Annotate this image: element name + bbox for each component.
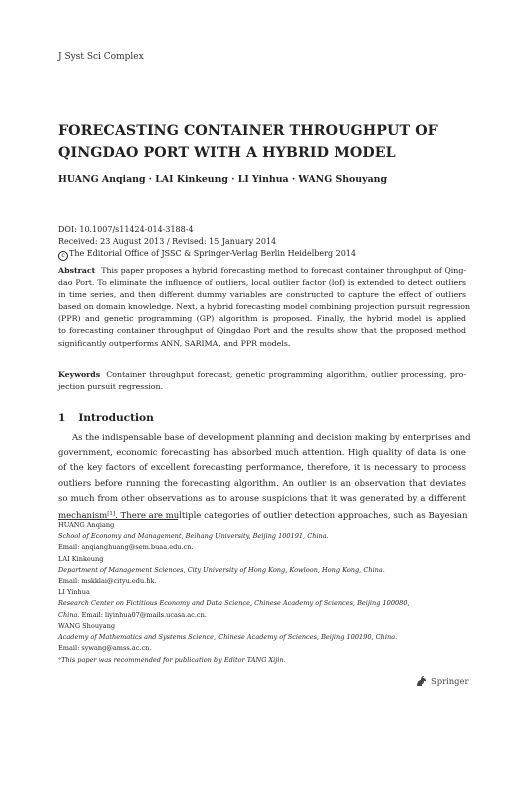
author-list: HUANG Anqiang · LAI Kinkeung · LI Yinhua · WANG Shouyang bbox=[58, 174, 388, 185]
running-header: J Syst Sci Complex bbox=[58, 52, 144, 62]
author-name: WANG Shouyang bbox=[58, 621, 116, 630]
section-title: Introduction bbox=[78, 412, 154, 424]
section-body bbox=[58, 431, 471, 524]
author-affiliation: Academy of Mathematics and Systems Science, Chinese Academy of Sciences, Beijing 100190, China. bbox=[58, 633, 398, 642]
abstract-line: in time series, and then different dummy variables are constructed to capture the effect of outliers bbox=[58, 290, 466, 300]
author-affiliation-cont: China. Email: liyinhua07@mails.ucasa.ac.cn. bbox=[58, 610, 207, 619]
recommendation-note: ⋄This paper was recommended for publication by Editor TANG Xijin. bbox=[58, 656, 286, 665]
article-meta bbox=[58, 224, 356, 261]
abstract-label: Abstract bbox=[58, 266, 96, 275]
received-dates: Received: 23 August 2013 / Revised: 15 January 2014 bbox=[58, 237, 277, 247]
abstract-line: significantly outperforms ANN, SARIMA, and PPR models. bbox=[58, 338, 291, 348]
keywords bbox=[58, 369, 466, 393]
abstract-line: to forecasting container throughput of Qingdao Port and the results show that the proposed method bbox=[58, 326, 466, 336]
doi: DOI: 10.1007/s11424-014-3188-4 bbox=[58, 225, 194, 234]
abstract-line: (PPR) and genetic programming (GP) algorithm is proposed. Finally, the hybrid model is applied bbox=[58, 314, 466, 324]
diamond-icon: ⋄ bbox=[58, 656, 62, 663]
author-name: LI Yinhua bbox=[58, 588, 90, 597]
abstract-line: Abstract This paper proposes a hybrid forecasting method to forecast container throughput of Qing- bbox=[58, 266, 466, 275]
body-line: of the key factors of excellent forecasting performance, therefore, it is necessary to process bbox=[58, 463, 466, 474]
body-line: so much from other observations as to arouse suspicions that it was generated by a different bbox=[58, 493, 466, 504]
author-name: LAI Kinkeung bbox=[58, 554, 104, 563]
author-affiliation: Research Center on Fictitious Economy and Data Science, Chinese Academy of Sciences, Beijing 100080, bbox=[58, 599, 410, 608]
author-name: HUANG Anqiang bbox=[58, 521, 115, 529]
body-line: government, economic forecasting has absorbed much attention. High quality of data is one bbox=[58, 448, 466, 459]
copyright-text: The Editorial Office of JSSC & Springer-Verlag Berlin Heidelberg 2014 bbox=[69, 249, 356, 259]
springer-logo bbox=[415, 675, 469, 687]
copyright-icon: c bbox=[58, 251, 68, 261]
section-heading bbox=[58, 412, 154, 424]
author-email[interactable]: Email: liyinhua07@mails.ucasa.ac.cn. bbox=[79, 610, 207, 619]
springer-horse-icon bbox=[415, 675, 428, 687]
author-email[interactable]: Email: anqianghuang@sem.buaa.edu.cn. bbox=[58, 543, 194, 552]
abstract bbox=[58, 265, 471, 350]
keywords-label: Keywords bbox=[58, 370, 101, 379]
citation-ref[interactable]: [1] bbox=[107, 511, 116, 518]
body-line: As the indispensable base of development planning and decision making by enterprises and bbox=[72, 433, 471, 443]
footnotes bbox=[58, 520, 468, 667]
keywords-line: jection pursuit regression. bbox=[58, 382, 164, 392]
copyright-line bbox=[58, 248, 356, 261]
author-email[interactable]: Email: sywang@amss.ac.cn. bbox=[58, 644, 152, 653]
abstract-line: based on domain knowledge. Next, a hybrid forecasting model combining projection pursuit regression bbox=[58, 302, 471, 312]
body-line: outliers before running the forecasting algorithm. An outlier is an observation that deviates bbox=[58, 478, 466, 489]
body-line: mechanism[1]. There are multiple categories of outlier detection approaches, such as Bayesian bbox=[58, 511, 468, 522]
author-email[interactable]: Email: mskklai@cityu.edu.hk. bbox=[58, 577, 157, 586]
article-title bbox=[58, 120, 478, 164]
springer-wordmark: Springer bbox=[431, 676, 469, 686]
section-number: 1 bbox=[58, 412, 66, 424]
keywords-line: Keywords Container throughput forecast, genetic programming algorithm, outlier processing, pro- bbox=[58, 370, 466, 379]
author-affiliation: Department of Management Sciences, City University of Hong Kong, Kowloon, Hong Kong, China. bbox=[58, 565, 385, 574]
abstract-line: dao Port. To eliminate the influence of outliers, local outlier factor (lof) is extended to detect outliers bbox=[58, 278, 466, 288]
author-affiliation: School of Economy and Management, Beihang University, Beijing 100191, China. bbox=[58, 532, 329, 541]
title-line-2: QINGDAO PORT WITH A HYBRID MODEL bbox=[58, 145, 396, 161]
title-line-1: FORECASTING CONTAINER THROUGHPUT OF bbox=[58, 123, 438, 139]
